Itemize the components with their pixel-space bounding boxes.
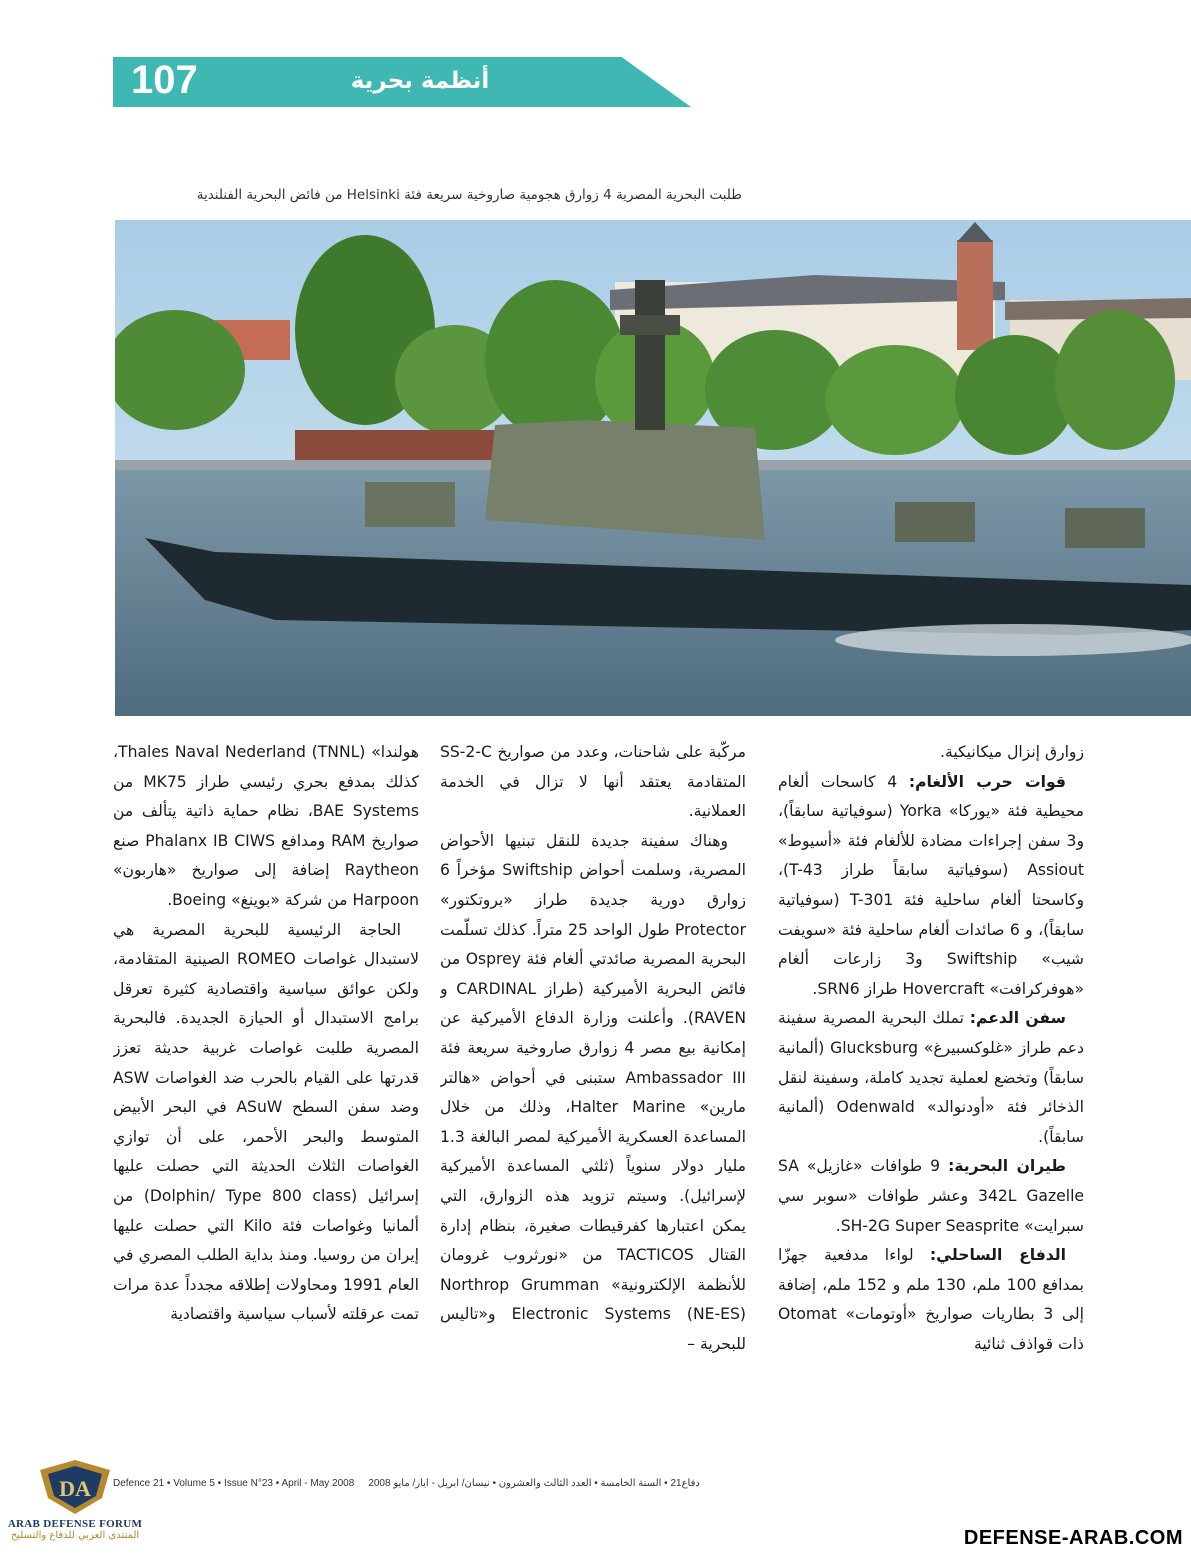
footer-issue-ar: دفاع21 • السنة الخامسة • العدد الثالث والعشرون • نيسان/ أبريل - أيار/ مايو 2008 bbox=[368, 1478, 700, 1489]
section-title: أنظمة بحرية bbox=[350, 68, 490, 94]
col1-paragraph-5: الدفاع الساحلي: لواءا مدفعية جهزّا بمدافع 100 ملم، 130 ملم و 152 ملم، إضافة إلى 3 بطاريات صواريخ «أوتومات» Otomat ذات قواذف ثنائية bbox=[778, 1246, 1084, 1353]
ship-photo bbox=[115, 220, 1191, 716]
forum-logo bbox=[0, 1458, 150, 1558]
article-column-1 bbox=[778, 738, 1084, 1438]
col3-paragraph-1: هولندا» Thales Naval Nederland (TNNL)، كذلك بمدفع بحري رئيسي طراز MK75 من BAE Systems، نظام حماية ذاتية يتألف من صواريخ RAM ومدافع Phalanx IB CIWS صنع Raytheon إضافة إلى صواريخ «هاربون» Harpoon من شركة «بوينغ» Boeing. bbox=[113, 743, 419, 909]
col3-paragraph-2: الحاجة الرئيسية للبحرية المصرية هي لاستبدال غواصات ROMEO الصينية المتقادمة، ولكن عوائق سياسية واقتصادية كثيرة تعرقل برامج الاستبدال أو الحيازة الجديدة. فالبحرية المصرية طلبت غواصات غربية حديثة تعزز قدرتها على القيام بالحرب ضد الغواصات ASW وضد سفن السطح ASuW في البحر الأبيض المتوسط والبحر الأحمر، على أن توازي الغواصات الثلاث الحديثة التي حصلت عليها إسرائيل (Dolphin/ Type 800 class) من ألمانيا وغواصات فئة Kilo التي حصلت عليها إيران من روسيا. ومنذ بداية الطلب المصري في العام 1991 ومحاولات إطلاقه مجدداً عدة مرات تمت عرقلته لأسباب سياسية واقتصادية bbox=[113, 920, 419, 1324]
col1-paragraph-1: زوارق إنزال ميكانيكية. bbox=[940, 743, 1084, 761]
page-footer bbox=[113, 1478, 743, 1489]
article-column-3 bbox=[113, 738, 419, 1438]
forum-logo-initials: DA bbox=[59, 1476, 91, 1501]
page-number: 107 bbox=[131, 58, 198, 102]
col2-paragraph-1: مركّبة على شاحنات، وعدد من صواريخ SS-2-C المتقادمة يعتقد أنها لا تزال في الخدمة العملانية. bbox=[440, 743, 746, 821]
col1-paragraph-3: سفن الدعم: تملك البحرية المصرية سفينة دعم طراز «غلوكسبيرغ» Glucksburg (ألمانية سابقاً) وتخضع لعملية تجديد كاملة، وسفينة لنقل الذخائر فئة «أودنوالد» Odenwald (ألمانية سابقاً). bbox=[778, 1009, 1084, 1146]
site-url-watermark[interactable]: DEFENSE-ARAB.COM bbox=[963, 1527, 1183, 1549]
ship-photo-illustration bbox=[115, 220, 1191, 716]
forum-emblem-icon bbox=[30, 1458, 120, 1516]
footer-issue-en: Defence 21 • Volume 5 • Issue N°23 • April - May 2008 bbox=[113, 1478, 355, 1489]
col1-paragraph-4: طيران البحرية: 9 طوافات «غازيل» SA 342L Gazelle وعشر طوافات «سوبر سي سبرايت» SH-2G Super Seasprite. bbox=[778, 1157, 1084, 1235]
article-column-2 bbox=[440, 738, 746, 1438]
forum-logo-name-ar: المنتدى العربي للدفاع والتسليح bbox=[10, 1530, 140, 1541]
col2-paragraph-2: وهناك سفينة جديدة للنقل تبنيها الأحواض المصرية، وسلمت أحواض Swiftship مؤخراً 6 زوارق دورية جديدة طراز «بروتكتور» Protector طول الواحد 25 متراً. كذلك تسلّمت البحرية المصرية صائدتي ألغام فئة Osprey من فائض البحرية الأميركية (طراز CARDINAL و RAVEN). وأعلنت وزارة الدفاع الأميركية عن إمكانية بيع مصر 4 زوارق صاروخية سريعة فئة Ambassador III ستبنى في أحواض «هالتر مارين» Halter Marine، وذلك من خلال المساعدة العسكرية الأميركية لمصر البالغة 1.3 مليار دولار سنوياً (ثلثي المساعدة الأميركية لإسرائيل). وسيتم تزويد هذه الزوارق، التي يمكن اعتبارها كفرقيطات صغيرة، بنظام إدارة القتال TACTICOS من «نورثروب غرومان للأنظمة الإلكترونية» Northrop Grumman Electronic Systems (NE-ES) و«تاليس للبحرية – bbox=[440, 831, 746, 1353]
photo-caption: طلبت البحرية المصرية 4 زوارق هجومية صاروخية سريعة فئة Helsinki من فائض البحرية الفنلندية bbox=[196, 187, 742, 203]
forum-logo-name-en: ARAB DEFENSE FORUM bbox=[7, 1518, 143, 1530]
col1-paragraph-2: قوات حرب الألغام: 4 كاسحات ألغام محيطية فئة «يوركا» Yorka (سوفياتية سابقاً)، و3 سفن إجراءات مضادة للألغام فئة «أسيوط» Assiout (سوفياتية سابقاً طراز T-43)، وكاسحتا ألغام ساحلية فئة T-301 (سوفياتية سابقاً)، و 6 صائدات ألغام ساحلية فئة «سويفت شيب» Swiftship و3 زارعات ألغام «هوفركرافت» Hovercraft طراز SRN6. bbox=[778, 772, 1084, 998]
